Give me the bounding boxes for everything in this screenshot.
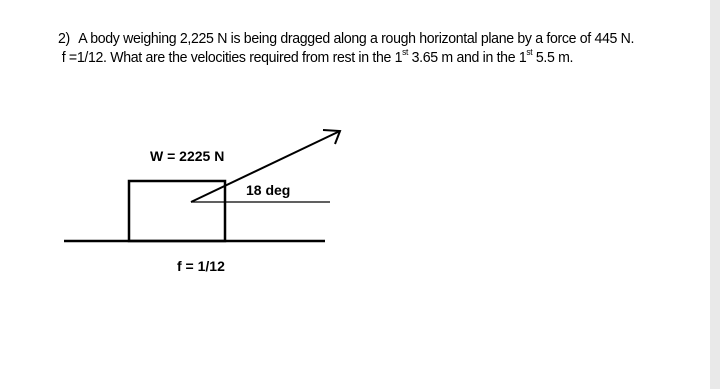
ordinal-suffix-1: st	[402, 46, 409, 57]
weight-label: W = 2225 N	[150, 148, 225, 164]
ordinal-suffix-2: st	[526, 46, 533, 57]
angle-label: 18 deg	[246, 182, 291, 198]
problem-text-line-2c: 5.5 m.	[532, 49, 574, 66]
problem-text-line-1: A body weighing 2,225 N is being dragged along a rough horizontal plane by a force of 445 N.	[78, 30, 635, 47]
problem-text-line-2a: f =1/12. What are the velocities required from rest in the 1	[61, 49, 403, 66]
body-block	[129, 181, 225, 241]
problem-number: 2)	[58, 30, 70, 47]
friction-label: f = 1/12	[177, 258, 225, 274]
problem-text-line-2b: 3.65 m and in the 1	[408, 49, 527, 66]
